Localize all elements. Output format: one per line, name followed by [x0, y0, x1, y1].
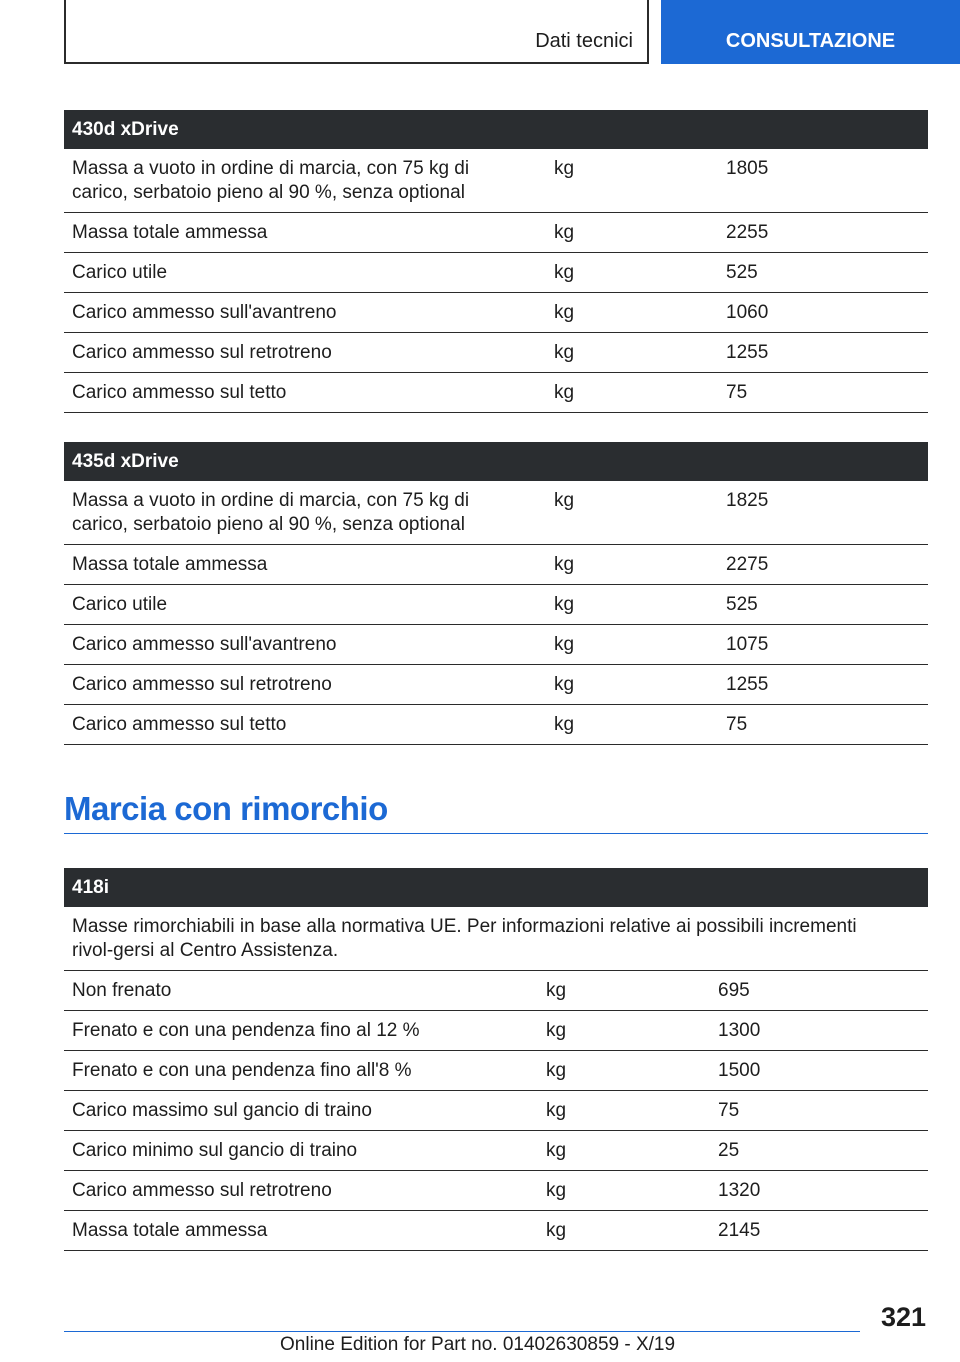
row-value: 2145	[710, 1211, 928, 1251]
row-unit: kg	[538, 971, 710, 1011]
table-row	[64, 1211, 928, 1251]
row-unit: kg	[546, 481, 718, 545]
row-label: Carico massimo sul gancio di traino	[64, 1091, 538, 1131]
row-label: Non frenato	[64, 971, 538, 1011]
row-unit: kg	[538, 1171, 710, 1211]
table-row	[64, 1091, 928, 1131]
table-row	[64, 1011, 928, 1051]
header-chapter-tab[interactable]: CONSULTAZIONE	[661, 0, 960, 64]
footer-divider	[64, 1331, 860, 1332]
row-label: Carico minimo sul gancio di traino	[64, 1131, 538, 1171]
row-label: Frenato e con una pendenza fino all'8 %	[64, 1051, 538, 1091]
row-unit: kg	[546, 665, 718, 705]
spec-table-430d	[64, 110, 928, 413]
table-row	[64, 1171, 928, 1211]
table-note-row	[64, 907, 928, 971]
row-value: 1825	[718, 481, 928, 545]
page-number: 321	[880, 1302, 926, 1332]
row-label: Carico ammesso sul retrotreno	[64, 1171, 538, 1211]
row-unit: kg	[538, 1051, 710, 1091]
row-value: 75	[718, 705, 928, 745]
row-label: Massa totale ammessa	[64, 213, 546, 253]
row-unit: kg	[546, 585, 718, 625]
row-unit: kg	[546, 213, 718, 253]
header-section-box	[64, 0, 649, 64]
table-row	[64, 149, 928, 213]
trailer-table-418i	[64, 868, 928, 1251]
row-value: 1320	[710, 1171, 928, 1211]
row-unit: kg	[546, 373, 718, 413]
table-row	[64, 585, 928, 625]
row-label: Carico ammesso sul tetto	[64, 373, 546, 413]
header-section-title: Dati tecnici	[535, 30, 633, 52]
table-row	[64, 213, 928, 253]
row-value: 1805	[718, 149, 928, 213]
row-label: Massa a vuoto in ordine di marcia, con 75 kg di carico, serbatoio pieno al 90 %, senza optional	[64, 149, 546, 213]
row-value: 1300	[710, 1011, 928, 1051]
row-value: 2275	[718, 545, 928, 585]
table-row	[64, 545, 928, 585]
row-value: 25	[710, 1131, 928, 1171]
row-unit: kg	[546, 625, 718, 665]
section-title: Marcia con rimorchio	[64, 790, 928, 834]
row-value: 75	[710, 1091, 928, 1131]
row-label: Massa totale ammessa	[64, 1211, 538, 1251]
row-label: Massa a vuoto in ordine di marcia, con 75 kg di carico, serbatoio pieno al 90 %, senza optional	[64, 481, 546, 545]
table-row	[64, 481, 928, 545]
row-unit: kg	[546, 333, 718, 373]
row-unit: kg	[546, 705, 718, 745]
row-value: 1255	[718, 333, 928, 373]
table-row	[64, 971, 928, 1011]
row-value: 75	[718, 373, 928, 413]
table-row	[64, 293, 928, 333]
row-label: Massa totale ammessa	[64, 545, 546, 585]
row-label: Carico utile	[64, 253, 546, 293]
table-row	[64, 1051, 928, 1091]
table-title: 430d xDrive	[64, 110, 928, 149]
row-label: Frenato e con una pendenza fino al 12 %	[64, 1011, 538, 1051]
row-unit: kg	[538, 1011, 710, 1051]
row-unit: kg	[538, 1131, 710, 1171]
spec-table-435d	[64, 442, 928, 745]
row-value: 1075	[718, 625, 928, 665]
table-note: Masse rimorchiabili in base alla normativa UE. Per informazioni relative ai possibili incrementi rivol-gersi al Centro Assistenza.	[64, 907, 928, 971]
row-label: Carico ammesso sul tetto	[64, 705, 546, 745]
row-value: 1060	[718, 293, 928, 333]
row-unit: kg	[546, 253, 718, 293]
row-label: Carico ammesso sul retrotreno	[64, 333, 546, 373]
row-value: 525	[718, 585, 928, 625]
row-unit: kg	[546, 149, 718, 213]
row-value: 2255	[718, 213, 928, 253]
table-row	[64, 1131, 928, 1171]
row-unit: kg	[538, 1091, 710, 1131]
table-row	[64, 373, 928, 413]
row-value: 525	[718, 253, 928, 293]
row-unit: kg	[546, 293, 718, 333]
row-label: Carico ammesso sull'avantreno	[64, 625, 546, 665]
row-value: 1255	[718, 665, 928, 705]
table-row	[64, 333, 928, 373]
row-label: Carico utile	[64, 585, 546, 625]
table-row	[64, 253, 928, 293]
row-label: Carico ammesso sull'avantreno	[64, 293, 546, 333]
row-value: 695	[710, 971, 928, 1011]
table-row	[64, 705, 928, 745]
row-unit: kg	[546, 545, 718, 585]
table-row	[64, 665, 928, 705]
row-unit: kg	[538, 1211, 710, 1251]
table-title: 418i	[64, 868, 928, 907]
row-value: 1500	[710, 1051, 928, 1091]
table-row	[64, 625, 928, 665]
table-title: 435d xDrive	[64, 442, 928, 481]
footer-edition: Online Edition for Part no. 01402630859 - X/19	[280, 1334, 676, 1355]
row-label: Carico ammesso sul retrotreno	[64, 665, 546, 705]
